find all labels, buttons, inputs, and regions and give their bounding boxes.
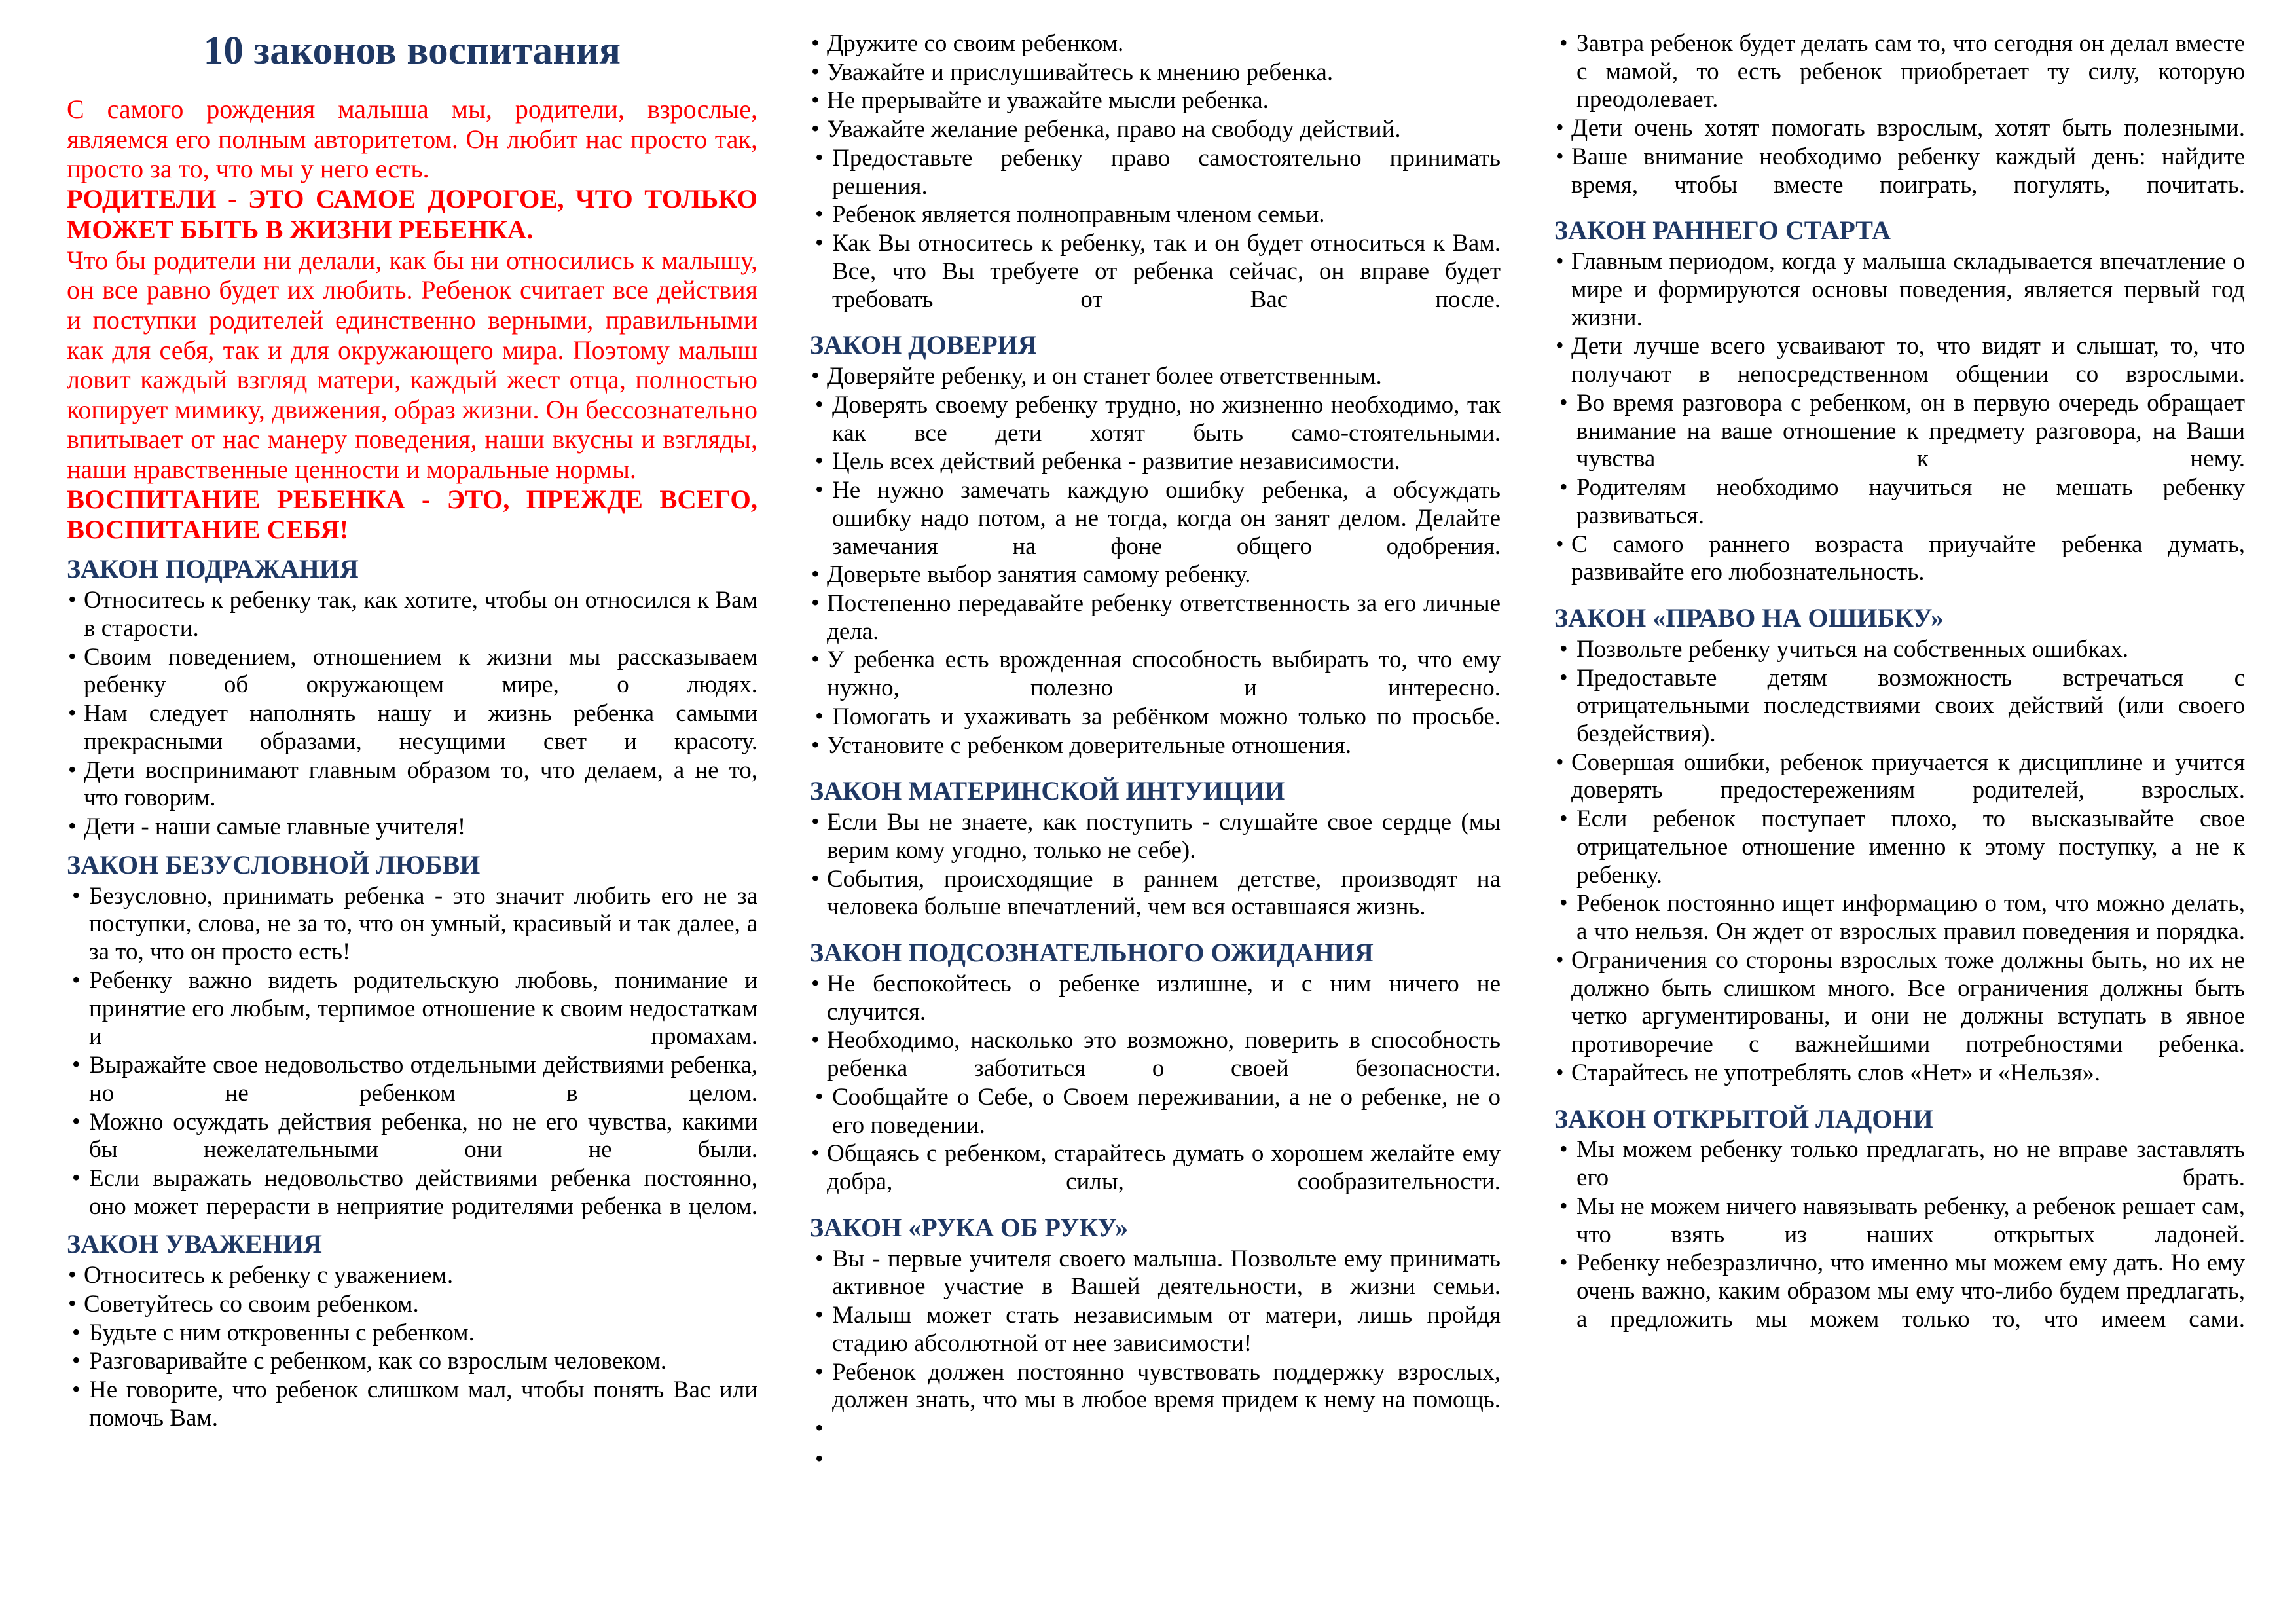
section-list-ruka-ob-ruku bbox=[810, 1246, 1501, 1476]
section-list-materinskoy-intuicii bbox=[810, 809, 1501, 921]
list-item: • Помогать и ухаживать за ребёнком можно только по просьбе. bbox=[810, 703, 1501, 731]
page-title: 10 законов воспитания bbox=[203, 29, 621, 73]
list-item: • Вы - первые учителя своего малыша. Позвольте ему принимать активное участие в Вашей деятельности, в жизни семьи. bbox=[810, 1246, 1501, 1301]
section-list-podsoznatelnogo-ozhidaniya bbox=[810, 970, 1501, 1196]
list-item: • Ребенок постоянно ищет информацию о том, что можно делать, а что нельзя. Он ждет от взрослых правил поведения и порядка. bbox=[1554, 890, 2245, 946]
section-heading-uvazheniya: ЗАКОН УВАЖЕНИЯ bbox=[67, 1229, 322, 1259]
list-item: • Мы можем ребенку только предлагать, но не вправе заставлять его брать. bbox=[1554, 1136, 2245, 1192]
list-item: • Безусловно, принимать ребенка - это значит любить его не за поступки, слова, не за то, что он умный, красивый и так далее, а за то, что он просто есть! bbox=[67, 883, 757, 967]
section-heading-pravo-na-oshibku: ЗАКОН «ПРАВО НА ОШИБКУ» bbox=[1554, 603, 1944, 633]
list-item: • Доверяйте ребенку, и он станет более ответственным. bbox=[810, 363, 1501, 391]
list-item: • Относитесь к ребенку с уважением. bbox=[67, 1262, 757, 1290]
list-item: • Будьте с ним откровенны с ребенком. bbox=[67, 1320, 757, 1348]
list-item: • Уважайте и прислушивайтесь к мнению ребенка. bbox=[810, 59, 1501, 87]
column-3-lead-list bbox=[1554, 30, 2245, 199]
list-item: • Нам следует наполнять нашу и жизнь ребенка самыми прекрасными образами, несущими свет и красоту. bbox=[67, 700, 757, 756]
list-item: • Ограничения со стороны взрослых тоже должны быть, но их не должно быть слишком много. Все ограничения должны быть четко аргументированы, и они не должны вступать в явное противоречие с важнейшими потребностями ребенка. bbox=[1554, 947, 2245, 1059]
section-list-bezuslovnoy-lyubvi bbox=[67, 883, 757, 1221]
list-item: • Цель всех действий ребенка - развитие независимости. bbox=[810, 448, 1501, 476]
list-item: • События, происходящие в раннем детстве, производят на человека больше впечатлений, чем вся оставшаяся жизнь. bbox=[810, 866, 1501, 921]
list-item: • Постепенно передавайте ребенку ответственность за его личные дела. bbox=[810, 590, 1501, 646]
list-item: • Дети лучше всего усваивают то, что видят и слышат, то, что получают в непосредственном общении со взрослыми. bbox=[1554, 333, 2245, 388]
list-item: • Доверять своему ребенку трудно, но жизненно необходимо, так как все дети хотят быть само-стоятельными. bbox=[810, 392, 1501, 447]
list-item: • Своим поведением, отношением к жизни мы рассказываем ребенку об окружающем мире, о людях. bbox=[67, 644, 757, 699]
intro-emphasis-2: ВОСПИТАНИЕ РЕБЕНКА - ЭТО, ПРЕЖДЕ ВСЕГО, ВОСПИТАНИЕ СЕБЯ! bbox=[67, 484, 757, 545]
section-heading-podrazhaniya: ЗАКОН ПОДРАЖАНИЯ bbox=[67, 554, 359, 584]
section-heading-podsoznatelnogo-ozhidaniya: ЗАКОН ПОДСОЗНАТЕЛЬНОГО ОЖИДАНИЯ bbox=[810, 938, 1374, 968]
list-item: • Старайтесь не употреблять слов «Нет» и «Нельзя». bbox=[1554, 1060, 2245, 1088]
column-3 bbox=[1542, 30, 2257, 1335]
list-item: • Если Вы не знаете, как поступить - слушайте свое сердце (мы верим кому угодно, только не себе). bbox=[810, 809, 1501, 864]
list-item-empty bbox=[810, 1415, 1501, 1445]
list-item: • Предоставьте ребенку право самостоятельно принимать решения. bbox=[810, 145, 1501, 200]
list-item: • Мы не можем ничего навязывать ребенку, а ребенок решает сам, что взять из наших открытых ладоней. bbox=[1554, 1193, 2245, 1249]
section-heading-rannego-starta: ЗАКОН РАННЕГО СТАРТА bbox=[1554, 215, 1891, 246]
list-item: • Можно осуждать действия ребенка, но не его чувства, какими бы нежелательными они не были. bbox=[67, 1109, 757, 1164]
list-item: • Не прерывайте и уважайте мысли ребенка. bbox=[810, 87, 1501, 115]
section-heading-ruka-ob-ruku: ЗАКОН «РУКА ОБ РУКУ» bbox=[810, 1212, 1129, 1242]
list-item: • Если выражать недовольство действиями ребенка постоянно, оно может перерасти в неприятие родителями ребенка в целом. bbox=[67, 1165, 757, 1221]
list-item: • Ребенок является полноправным членом семьи. bbox=[810, 201, 1501, 229]
section-heading-doveriya: ЗАКОН ДОВЕРИЯ bbox=[810, 330, 1037, 360]
list-item: • Во время разговора с ребенком, он в первую очередь обращает внимание на ваше отношение к предмету разговора, на Ваши чувства к нему. bbox=[1554, 390, 2245, 473]
list-item: • Дети очень хотят помогать взрослым, хотят быть полезными. bbox=[1554, 115, 2245, 143]
list-item: • Завтра ребенок будет делать сам то, что сегодня он делал вместе с мамой, то есть ребенок приобретает ту силу, которую преодолевает. bbox=[1554, 30, 2245, 114]
list-item: • Сообщайте о Себе, о Своем переживании, а не о ребенке, не о его поведении. bbox=[810, 1084, 1501, 1139]
list-item: • Не нужно замечать каждую ошибку ребенка, а обсуждать ошибку надо потом, а не тогда, когда он занят делом. Делайте замечания на фоне общего одобрения. bbox=[810, 477, 1501, 561]
list-item: • Совершая ошибки, ребенок приучается к дисциплине и учится доверять предостережениям родителей, взрослых. bbox=[1554, 749, 2245, 805]
list-item: • Малыш может стать независимым от матери, лишь пройдя стадию абсолютной от нее зависимости! bbox=[810, 1302, 1501, 1357]
list-item: • Позвольте ребенку учиться на собственных ошибках. bbox=[1554, 636, 2245, 664]
list-item: • Установите с ребенком доверительные отношения. bbox=[810, 732, 1501, 760]
list-item: • Общаясь с ребенком, старайтесь думать о хорошем желайте ему добра, силы, сообразительности. bbox=[810, 1140, 1501, 1196]
list-item: • Предоставьте детям возможность встречаться с отрицательными последствиями своих действий (или своего бездействия). bbox=[1554, 665, 2245, 748]
section-list-pravo-na-oshibku bbox=[1554, 636, 2245, 1088]
list-item: • Относитесь к ребенку так, как хотите, чтобы он относился к Вам в старости. bbox=[67, 587, 757, 642]
section-heading-materinskoy-intuicii: ЗАКОН МАТЕРИНСКОЙ ИНТУИЦИИ bbox=[810, 776, 1285, 806]
list-item-empty bbox=[810, 1446, 1501, 1476]
section-list-otkrytoy-ladoni bbox=[1554, 1136, 2245, 1333]
list-item: • Не беспокойтесь о ребенке излишне, и с ним ничего не случится. bbox=[810, 970, 1501, 1026]
list-item: • Необходимо, насколько это возможно, поверить в способность ребенка заботиться о своей безопасности. bbox=[810, 1027, 1501, 1082]
section-heading-bezuslovnoy-lyubvi: ЗАКОН БЕЗУСЛОВНОЙ ЛЮБВИ bbox=[67, 849, 481, 879]
list-item: • У ребенка есть врожденная способность выбирать то, что ему нужно, полезно и интересно. bbox=[810, 646, 1501, 702]
list-item: • Доверьте выбор занятия самому ребенку. bbox=[810, 561, 1501, 589]
list-item: • Родителям необходимо научиться не мешать ребенку развиваться. bbox=[1554, 474, 2245, 530]
list-item: • С самого раннего возраста приучайте ребенка думать, развивайте его любознательность. bbox=[1554, 531, 2245, 587]
section-list-rannego-starta bbox=[1554, 248, 2245, 587]
intro-paragraph-2: Что бы родители ни делали, как бы ни относились к малышу, он все равно будет их любить. Ребенок считает все действия и поступки родителей единственно верными, правильными как для себя, так и для окружающего мира. Поэтому малыш ловит каждый взгляд матери, каждый жест отца, полностью копирует мимику, движения, образ жизни. Он бессознательно впитывает от нас манеру поведения, наши вкусны и взгляды, наши нравственные ценности и моральные нормы. bbox=[67, 245, 757, 484]
list-item: • Ваше внимание необходимо ребенку каждый день: найдите время, чтобы вместе поиграть, погулять, почитать. bbox=[1554, 143, 2245, 199]
list-item: • Если ребенок поступает плохо, то высказывайте свое отрицательное отношение именно к этому поступку, а не к ребенку. bbox=[1554, 805, 2245, 889]
list-item: • Главным периодом, когда у малыша складывается впечатление о мире и формируются основы поведения, является первый год жизни. bbox=[1554, 248, 2245, 332]
list-item: • Дети воспринимают главным образом то, что делаем, а не то, что говорим. bbox=[67, 757, 757, 813]
column-2-lead-list bbox=[810, 30, 1501, 314]
list-item: • Ребенку важно видеть родительскую любовь, понимание и принятие его любым, терпимое отношение к своим недостаткам и промахам. bbox=[67, 967, 757, 1051]
three-column-layout bbox=[39, 30, 2257, 1604]
list-item: • Ребенку небезразлично, что именно мы можем ему дать. Но ему очень важно, каким образом мы ему что-либо будем предлагать, а предложить мы можем только то, что имеем сами. bbox=[1554, 1249, 2245, 1333]
section-list-podrazhaniya bbox=[67, 587, 757, 841]
column-2 bbox=[801, 30, 1506, 1477]
list-item: • Дети - наши самые главные учителя! bbox=[67, 813, 757, 841]
list-item: • Как Вы относитесь к ребенку, так и он будет относиться к Вам. Все, что Вы требуете от ребенка сейчас, он вправе будет требовать от Вас после. bbox=[810, 230, 1501, 314]
column-1 bbox=[39, 30, 764, 1433]
list-item: • Ребенок должен постоянно чувствовать поддержку взрослых, должен знать, что мы в любое время придем к нему на помощь. bbox=[810, 1359, 1501, 1414]
list-item: • Уважайте желание ребенка, право на свободу действий. bbox=[810, 116, 1501, 144]
list-item: • Выражайте свое недовольство отдельными действиями ребенка, но не ребенком в целом. bbox=[67, 1052, 757, 1107]
intro-emphasis-1: РОДИТЕЛИ - ЭТО САМОЕ ДОРОГОЕ, ЧТО ТОЛЬКО МОЖЕТ БЫТЬ В ЖИЗНИ РЕБЕНКА. bbox=[67, 183, 757, 244]
section-heading-otkrytoy-ladoni: ЗАКОН ОТКРЫТОЙ ЛАДОНИ bbox=[1554, 1103, 1933, 1134]
list-item: • Дружите со своим ребенком. bbox=[810, 30, 1501, 58]
list-item: • Разговаривайте с ребенком, как со взрослым человеком. bbox=[67, 1348, 757, 1376]
section-list-doveriya bbox=[810, 363, 1501, 760]
intro-paragraph-1: С самого рождения малыша мы, родители, взрослые, являемся его полным авторитетом. Он любит нас просто так, просто за то, что мы у него есть. bbox=[67, 94, 757, 184]
section-list-uvazheniya bbox=[67, 1262, 757, 1432]
list-item: • Не говорите, что ребенок слишком мал, чтобы понять Вас или помочь Вам. bbox=[67, 1376, 757, 1432]
list-item: • Советуйтесь со своим ребенком. bbox=[67, 1291, 757, 1319]
